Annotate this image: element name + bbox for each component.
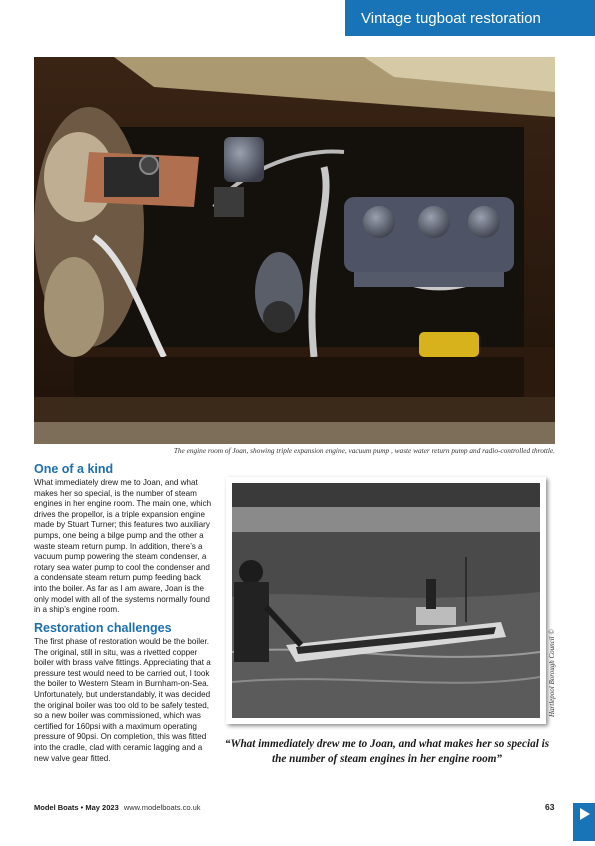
engine-room-photo: [34, 57, 555, 444]
page-number: 63: [545, 802, 555, 812]
section-heading: One of a kind: [34, 462, 114, 476]
section-title: Vintage tugboat restoration: [361, 9, 541, 27]
pull-quote: “What immediately drew me to Joan, and what makes her so special is the number of steam engines in her engine room”: [224, 738, 550, 765]
photo-caption: The engine room of Joan, showing triple expansion engine, vacuum pump , waste water return pump and radio-controlled throttle.: [173, 446, 555, 455]
historic-pond-photo: [226, 477, 546, 724]
footer-magazine: Model Boats • May 2023: [34, 803, 119, 812]
section-body: What immediately drew me to Joan, and what makes her so special, is the number of steam engines in her engine room. The main one, which drives the propellor, is a triple expansion engine made by Stuart Turner; this features two auxiliary pumps, one being a bilge pump and the other a waste steam return pump. In addition, there’s a vacuum pump powering the steam condenser, a rotary sea water pump to cool the condenser and a condensate steam return pump feeding back into the boiler. As far as I am aware, Joan is the only model with all of the systems normally found in a ship’s engine room.: [34, 478, 212, 615]
engine-room-illustration: [34, 57, 555, 444]
next-arrow-icon: [573, 803, 595, 841]
page-footer: [34, 803, 201, 812]
photo-credit: Hartlepool Borough Council ©: [548, 629, 556, 717]
section-banner: [345, 0, 595, 36]
section-restoration-challenges: [34, 621, 216, 764]
section-one-of-a-kind: [34, 462, 216, 616]
section-heading: Restoration challenges: [34, 621, 172, 635]
pond-illustration: [226, 477, 546, 724]
footer-url[interactable]: www.modelboats.co.uk: [123, 803, 201, 812]
section-body: The first phase of restoration would be the boiler. The original, still in situ, was a rivetted copper boiler with brass valve fittings. Appreciating that a pressure test would need to be carried out, I took the boiler to Western Steam in Burnham-on-Sea. Unfortunately, but understandably, it was decided the original boiler was too old to be safely tested, so a new boiler was commissioned, which was certified for 160psi with a maximum operating pressure of 90psi. On completion, this was fitted into the cradle, clad with ceramic lagging and a new valve gear fitted.: [34, 637, 211, 763]
next-page-tab[interactable]: [573, 803, 595, 841]
